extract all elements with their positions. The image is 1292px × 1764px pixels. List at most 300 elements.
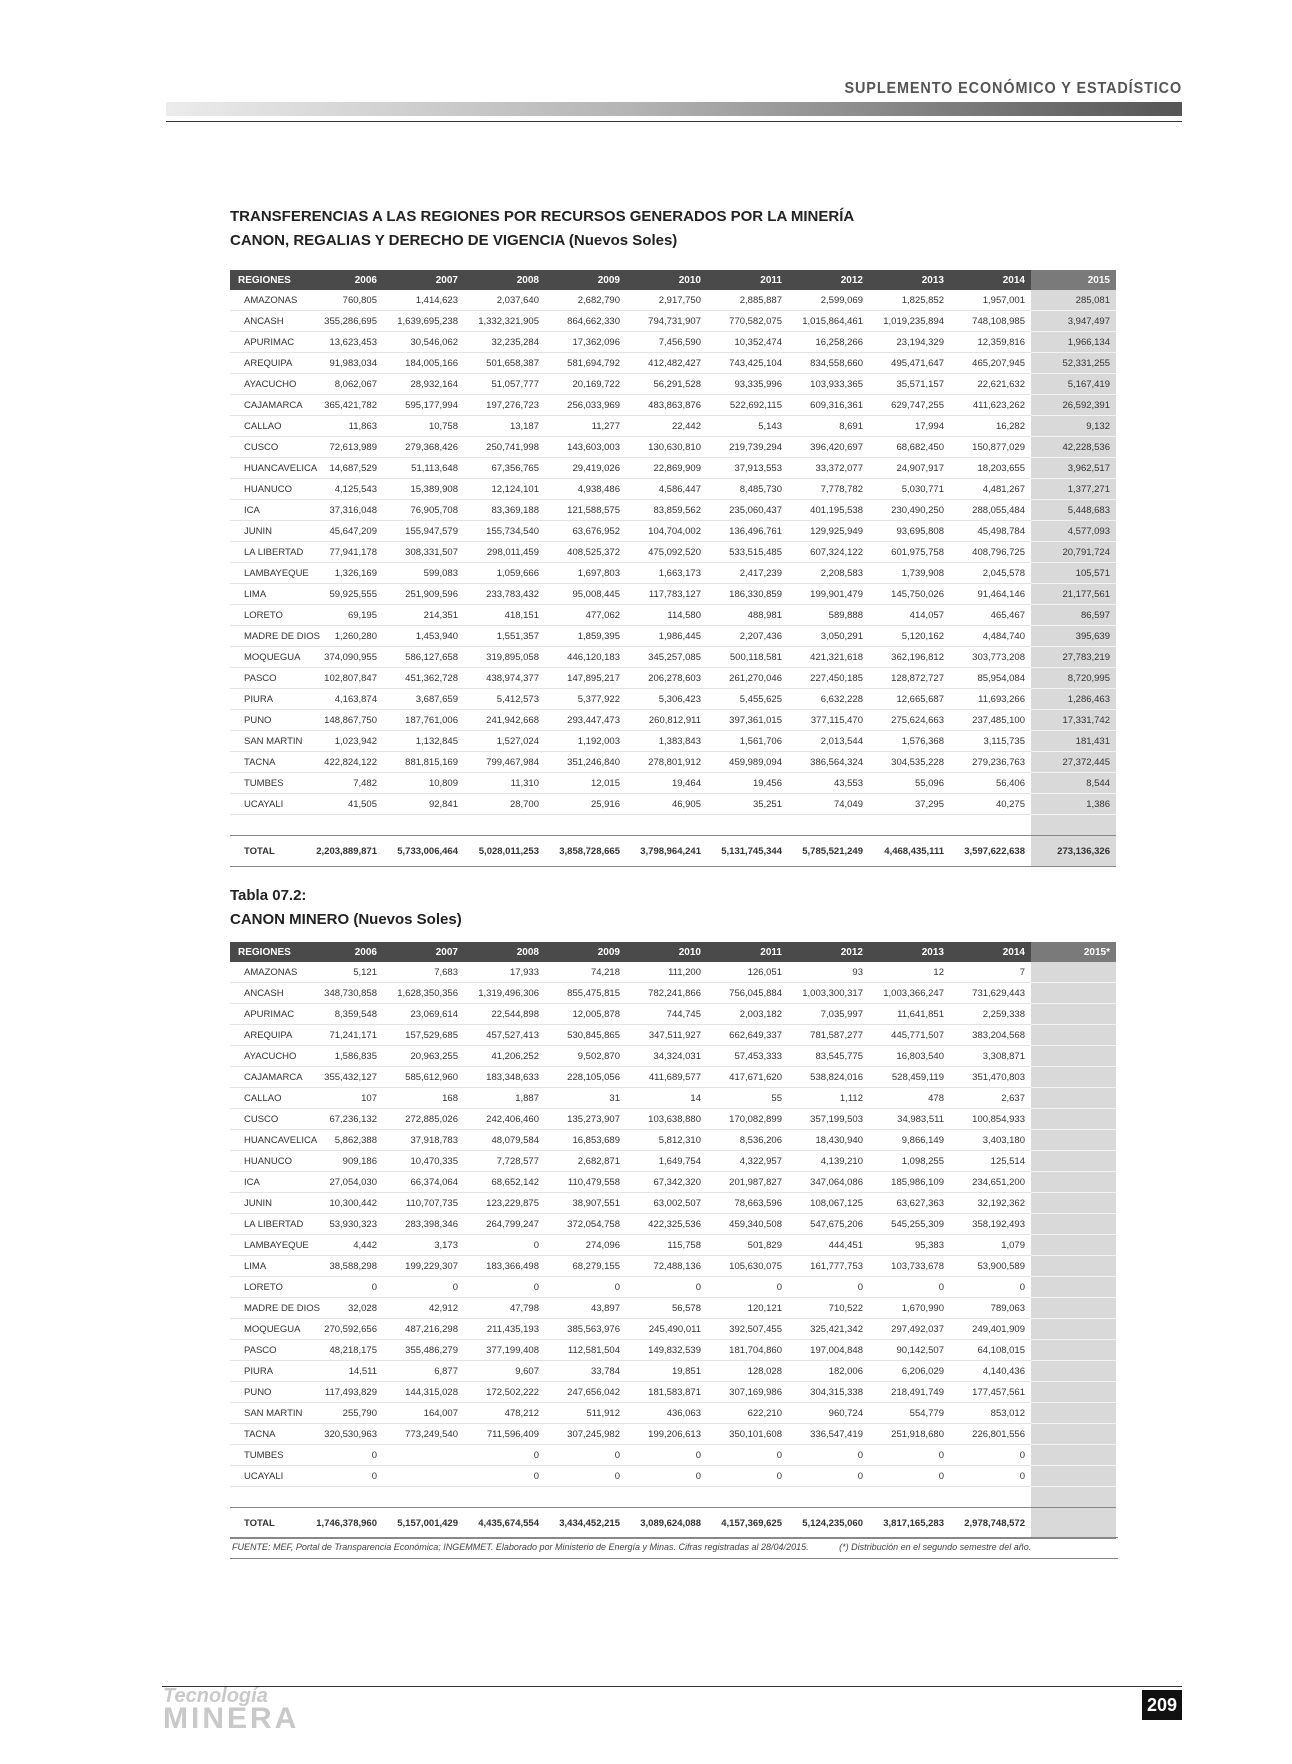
table-cell: 0 bbox=[788, 1445, 869, 1466]
table-cell: 3,947,497 bbox=[1031, 311, 1116, 332]
table-cell: 4,125,543 bbox=[302, 479, 383, 500]
table-cell: 43,897 bbox=[545, 1298, 626, 1319]
header-gradient-bar bbox=[166, 102, 1182, 116]
table-cell bbox=[788, 1487, 869, 1508]
table-cell: 21,177,561 bbox=[1031, 584, 1116, 605]
table-cell: 67,342,320 bbox=[626, 1172, 707, 1193]
table-cell: 5,862,388 bbox=[302, 1130, 383, 1151]
table-cell: 298,011,459 bbox=[464, 542, 545, 563]
table-cell: 168 bbox=[383, 1088, 464, 1109]
table-row bbox=[230, 584, 1116, 605]
table-cell: 8,359,548 bbox=[302, 1004, 383, 1025]
table-cell: 4,163,874 bbox=[302, 689, 383, 710]
table-cell: 2,003,182 bbox=[707, 1004, 788, 1025]
row-label: LAMBAYEQUE bbox=[230, 563, 302, 584]
table-cell: 1,551,357 bbox=[464, 626, 545, 647]
table-cell: 46,905 bbox=[626, 794, 707, 815]
table-cell: 26,592,391 bbox=[1031, 395, 1116, 416]
column-header-2014: 2014 bbox=[950, 942, 1031, 962]
table-cell: 27,372,445 bbox=[1031, 752, 1116, 773]
table-cell: 581,694,792 bbox=[545, 353, 626, 374]
table-cell: 0 bbox=[869, 1445, 950, 1466]
table-cell: 383,204,568 bbox=[950, 1025, 1031, 1046]
column-header-2010: 2010 bbox=[626, 942, 707, 962]
table-cell: 0 bbox=[869, 1466, 950, 1487]
table-cell: 22,544,898 bbox=[464, 1004, 545, 1025]
table-cell bbox=[464, 815, 545, 836]
footnote-note: (*) Distribución en el segundo semestre del año. bbox=[839, 1542, 1032, 1552]
table-cell: 377,115,470 bbox=[788, 710, 869, 731]
table-cell: 2,682,790 bbox=[545, 290, 626, 311]
row-label: JUNIN bbox=[230, 521, 302, 542]
table-cell: 0 bbox=[950, 1277, 1031, 1298]
table-cell bbox=[1031, 962, 1116, 983]
table-cell: 41,206,252 bbox=[464, 1046, 545, 1067]
column-header-2011: 2011 bbox=[707, 270, 788, 290]
table-cell bbox=[383, 1466, 464, 1487]
table-cell: 1,586,835 bbox=[302, 1046, 383, 1067]
table-cell: 45,647,209 bbox=[302, 521, 383, 542]
table-cell: 9,132 bbox=[1031, 416, 1116, 437]
table-cell: 19,456 bbox=[707, 773, 788, 794]
table-cell: 1,003,300,317 bbox=[788, 983, 869, 1004]
table-cell: 12,015 bbox=[545, 773, 626, 794]
table-cell: 1,414,623 bbox=[383, 290, 464, 311]
column-header-regiones: REGIONES bbox=[230, 942, 302, 962]
table-cell: 1,319,496,306 bbox=[464, 983, 545, 1004]
table-cell: 2,637 bbox=[950, 1088, 1031, 1109]
table-cell: 1,059,666 bbox=[464, 563, 545, 584]
table-cell: 41,505 bbox=[302, 794, 383, 815]
table-cell: 1,023,942 bbox=[302, 731, 383, 752]
table-row bbox=[230, 1298, 1116, 1319]
table-cell: 83,545,775 bbox=[788, 1046, 869, 1067]
table-cell: 187,761,006 bbox=[383, 710, 464, 731]
table-row bbox=[230, 1025, 1116, 1046]
table-row bbox=[230, 1151, 1116, 1172]
table-cell: 744,745 bbox=[626, 1004, 707, 1025]
table-cell bbox=[1031, 1088, 1116, 1109]
column-header-2015: 2015* bbox=[1031, 942, 1116, 962]
table-cell: 10,470,335 bbox=[383, 1151, 464, 1172]
row-label: LORETO bbox=[230, 605, 302, 626]
table-cell: 56,406 bbox=[950, 773, 1031, 794]
table-cell: 5,030,771 bbox=[869, 479, 950, 500]
table-cell: 25,916 bbox=[545, 794, 626, 815]
table-cell bbox=[1031, 983, 1116, 1004]
table-cell: 161,777,753 bbox=[788, 1256, 869, 1277]
table-row bbox=[230, 332, 1116, 353]
table-cell: 0 bbox=[869, 1277, 950, 1298]
table-cell: 55 bbox=[707, 1088, 788, 1109]
table-cell: 16,258,266 bbox=[788, 332, 869, 353]
table-cell: 421,321,618 bbox=[788, 647, 869, 668]
row-label: AYACUCHO bbox=[230, 374, 302, 395]
table-cell: 72,488,136 bbox=[626, 1256, 707, 1277]
table-cell: 34,983,511 bbox=[869, 1109, 950, 1130]
table-cell: 1,746,378,960 bbox=[302, 1508, 383, 1539]
table-cell bbox=[1031, 1382, 1116, 1403]
table-cell: 1,015,864,461 bbox=[788, 311, 869, 332]
table-cell: 1,957,001 bbox=[950, 290, 1031, 311]
table-cell: 446,120,183 bbox=[545, 647, 626, 668]
table-row bbox=[230, 374, 1116, 395]
table-cell: 147,895,217 bbox=[545, 668, 626, 689]
table-cell: 255,790 bbox=[302, 1403, 383, 1424]
table-cell: 2,885,887 bbox=[707, 290, 788, 311]
table-cell: 0 bbox=[464, 1445, 545, 1466]
table-row bbox=[230, 710, 1116, 731]
table-cell: 123,229,875 bbox=[464, 1193, 545, 1214]
table-cell: 1,986,445 bbox=[626, 626, 707, 647]
table-cell: 197,004,848 bbox=[788, 1340, 869, 1361]
table-cell: 11,277 bbox=[545, 416, 626, 437]
table-cell: 1,697,803 bbox=[545, 563, 626, 584]
table-cell: 1,192,003 bbox=[545, 731, 626, 752]
column-header-2010: 2010 bbox=[626, 270, 707, 290]
table-cell: 7 bbox=[950, 962, 1031, 983]
table-cell: 102,807,847 bbox=[302, 668, 383, 689]
table-row bbox=[230, 1235, 1116, 1256]
table-cell: 538,824,016 bbox=[788, 1067, 869, 1088]
row-label: TOTAL bbox=[230, 836, 302, 867]
table-cell: 7,778,782 bbox=[788, 479, 869, 500]
table-cell: 86,597 bbox=[1031, 605, 1116, 626]
table-row bbox=[230, 983, 1116, 1004]
table-cell: 51,057,777 bbox=[464, 374, 545, 395]
table-cell: 18,203,655 bbox=[950, 458, 1031, 479]
table-cell: 40,275 bbox=[950, 794, 1031, 815]
table-cell: 20,169,722 bbox=[545, 374, 626, 395]
table1-container bbox=[230, 270, 1116, 867]
table-cell: 773,249,540 bbox=[383, 1424, 464, 1445]
table-cell: 5,412,573 bbox=[464, 689, 545, 710]
table-cell: 2,208,583 bbox=[788, 563, 869, 584]
table-row bbox=[230, 479, 1116, 500]
table-cell: 1,383,843 bbox=[626, 731, 707, 752]
table-cell: 365,421,782 bbox=[302, 395, 383, 416]
table-cell: 145,750,026 bbox=[869, 584, 950, 605]
table-cell: 33,784 bbox=[545, 1361, 626, 1382]
table-cell: 56,291,528 bbox=[626, 374, 707, 395]
table-cell: 245,490,011 bbox=[626, 1319, 707, 1340]
table-cell: 5,028,011,253 bbox=[464, 836, 545, 867]
magazine-logo-top: Tecnología bbox=[163, 1685, 268, 1707]
table-cell: 76,905,708 bbox=[383, 500, 464, 521]
table-cell: 408,796,725 bbox=[950, 542, 1031, 563]
table-cell: 247,656,042 bbox=[545, 1382, 626, 1403]
table-cell: 350,101,608 bbox=[707, 1424, 788, 1445]
table-cell: 13,623,453 bbox=[302, 332, 383, 353]
row-label: CALLAO bbox=[230, 1088, 302, 1109]
table-cell: 411,689,577 bbox=[626, 1067, 707, 1088]
table-cell: 743,425,104 bbox=[707, 353, 788, 374]
table-cell: 445,771,507 bbox=[869, 1025, 950, 1046]
table-cell: 68,652,142 bbox=[464, 1172, 545, 1193]
table-row bbox=[230, 395, 1116, 416]
table-cell: 121,588,575 bbox=[545, 500, 626, 521]
table-cell: 372,054,758 bbox=[545, 1214, 626, 1235]
row-label: PUNO bbox=[230, 710, 302, 731]
table-cell: 172,502,222 bbox=[464, 1382, 545, 1403]
spacer-row bbox=[230, 815, 1116, 836]
column-header-2007: 2007 bbox=[383, 942, 464, 962]
magazine-logo-bottom: MINERA bbox=[163, 1702, 300, 1735]
table-cell: 304,315,338 bbox=[788, 1382, 869, 1403]
table-cell: 586,127,658 bbox=[383, 647, 464, 668]
table-cell: 182,006 bbox=[788, 1361, 869, 1382]
table-cell: 14,687,529 bbox=[302, 458, 383, 479]
table-cell: 4,586,447 bbox=[626, 479, 707, 500]
table-row bbox=[230, 962, 1116, 983]
row-label: MADRE DE DIOS bbox=[230, 626, 302, 647]
table-cell: 6,632,228 bbox=[788, 689, 869, 710]
table-cell: 211,435,193 bbox=[464, 1319, 545, 1340]
table-cell: 74,049 bbox=[788, 794, 869, 815]
table-row bbox=[230, 521, 1116, 542]
column-header-2009: 2009 bbox=[545, 270, 626, 290]
table-cell: 622,210 bbox=[707, 1403, 788, 1424]
table-cell: 53,900,589 bbox=[950, 1256, 1031, 1277]
table-cell: 68,682,450 bbox=[869, 437, 950, 458]
table-cell: 0 bbox=[545, 1277, 626, 1298]
table-cell: 181,583,871 bbox=[626, 1382, 707, 1403]
table-cell: 148,867,750 bbox=[302, 710, 383, 731]
table-cell: 8,536,206 bbox=[707, 1130, 788, 1151]
row-label: UCAYALI bbox=[230, 1466, 302, 1487]
table-cell: 117,783,127 bbox=[626, 584, 707, 605]
table-cell: 12,124,101 bbox=[464, 479, 545, 500]
table-cell: 55,096 bbox=[869, 773, 950, 794]
table-cell: 0 bbox=[302, 1277, 383, 1298]
table-cell: 4,157,369,625 bbox=[707, 1508, 788, 1539]
row-label: LIMA bbox=[230, 1256, 302, 1277]
table-cell: 13,187 bbox=[464, 416, 545, 437]
table-cell: 48,218,175 bbox=[302, 1340, 383, 1361]
table-cell: 0 bbox=[383, 1277, 464, 1298]
table-cell: 1,332,321,905 bbox=[464, 311, 545, 332]
table-cell bbox=[1031, 1256, 1116, 1277]
table-row bbox=[230, 1004, 1116, 1025]
column-header-2009: 2009 bbox=[545, 942, 626, 962]
table-cell: 242,406,460 bbox=[464, 1109, 545, 1130]
row-label: JUNIN bbox=[230, 1193, 302, 1214]
table-cell: 130,630,810 bbox=[626, 437, 707, 458]
table-cell bbox=[1031, 1130, 1116, 1151]
table-cell: 249,401,909 bbox=[950, 1319, 1031, 1340]
table-cell: 112,581,504 bbox=[545, 1340, 626, 1361]
table-cell: 781,587,277 bbox=[788, 1025, 869, 1046]
table-cell: 95,008,445 bbox=[545, 584, 626, 605]
table-cell bbox=[1031, 1466, 1116, 1487]
table-row bbox=[230, 416, 1116, 437]
table-cell: 864,662,330 bbox=[545, 311, 626, 332]
table-cell: 183,348,633 bbox=[464, 1067, 545, 1088]
table-cell bbox=[1031, 1214, 1116, 1235]
table2-label: Tabla 07.2: bbox=[230, 887, 307, 904]
table-row bbox=[230, 731, 1116, 752]
table-cell bbox=[383, 815, 464, 836]
table-cell: 219,739,294 bbox=[707, 437, 788, 458]
table-cell: 93,335,996 bbox=[707, 374, 788, 395]
row-label: SAN MARTIN bbox=[230, 731, 302, 752]
column-header-2011: 2011 bbox=[707, 942, 788, 962]
table-cell: 1,663,173 bbox=[626, 563, 707, 584]
table-cell: 128,028 bbox=[707, 1361, 788, 1382]
table-cell: 1,649,754 bbox=[626, 1151, 707, 1172]
table-cell: 27,783,219 bbox=[1031, 647, 1116, 668]
column-header-regiones: REGIONES bbox=[230, 270, 302, 290]
column-header-2014: 2014 bbox=[950, 270, 1031, 290]
table-cell: 9,607 bbox=[464, 1361, 545, 1382]
row-label: APURIMAC bbox=[230, 1004, 302, 1025]
column-header-2013: 2013 bbox=[869, 942, 950, 962]
table-cell: 5,157,001,429 bbox=[383, 1508, 464, 1539]
table-cell: 5,377,922 bbox=[545, 689, 626, 710]
table-cell: 408,525,372 bbox=[545, 542, 626, 563]
table-cell: 477,062 bbox=[545, 605, 626, 626]
table-cell: 201,987,827 bbox=[707, 1172, 788, 1193]
column-header-2008: 2008 bbox=[464, 942, 545, 962]
table-cell: 17,362,096 bbox=[545, 332, 626, 353]
table-cell: 149,832,539 bbox=[626, 1340, 707, 1361]
table-cell: 135,273,907 bbox=[545, 1109, 626, 1130]
table-cell bbox=[464, 1487, 545, 1508]
table-cell: 199,901,479 bbox=[788, 584, 869, 605]
table-cell: 108,067,125 bbox=[788, 1193, 869, 1214]
table-cell: 1,639,695,238 bbox=[383, 311, 464, 332]
table-row bbox=[230, 1214, 1116, 1235]
table-cell: 150,877,029 bbox=[950, 437, 1031, 458]
table-cell: 103,733,678 bbox=[869, 1256, 950, 1277]
table-row bbox=[230, 1361, 1116, 1382]
table-cell bbox=[1031, 1004, 1116, 1025]
table-cell: 199,229,307 bbox=[383, 1256, 464, 1277]
table-cell: 396,420,697 bbox=[788, 437, 869, 458]
table-cell: 85,954,084 bbox=[950, 668, 1031, 689]
table-cell: 74,218 bbox=[545, 962, 626, 983]
table-row bbox=[230, 773, 1116, 794]
table-cell: 241,942,668 bbox=[464, 710, 545, 731]
table-cell: 355,432,127 bbox=[302, 1067, 383, 1088]
table-cell: 233,783,432 bbox=[464, 584, 545, 605]
table-cell: 181,431 bbox=[1031, 731, 1116, 752]
table-cell: 501,658,387 bbox=[464, 353, 545, 374]
table-cell: 0 bbox=[707, 1445, 788, 1466]
table-cell: 12,359,816 bbox=[950, 332, 1031, 353]
table-row bbox=[230, 458, 1116, 479]
table-cell: 2,037,640 bbox=[464, 290, 545, 311]
table-cell bbox=[1031, 1193, 1116, 1214]
row-label: LORETO bbox=[230, 1277, 302, 1298]
table-cell: 7,456,590 bbox=[626, 332, 707, 353]
table-cell: 3,798,964,241 bbox=[626, 836, 707, 867]
table-cell: 12 bbox=[869, 962, 950, 983]
table-cell: 35,571,157 bbox=[869, 374, 950, 395]
column-header-2006: 2006 bbox=[302, 942, 383, 962]
table-cell: 51,113,648 bbox=[383, 458, 464, 479]
table-cell: 274,096 bbox=[545, 1235, 626, 1256]
table-cell bbox=[1031, 1403, 1116, 1424]
table-cell: 307,169,986 bbox=[707, 1382, 788, 1403]
table-cell: 710,522 bbox=[788, 1298, 869, 1319]
row-label: LAMBAYEQUE bbox=[230, 1235, 302, 1256]
table-cell bbox=[1031, 1067, 1116, 1088]
table-cell: 418,151 bbox=[464, 605, 545, 626]
table-cell bbox=[1031, 1361, 1116, 1382]
table-cell: 100,854,933 bbox=[950, 1109, 1031, 1130]
table-cell: 3,962,517 bbox=[1031, 458, 1116, 479]
row-label: PUNO bbox=[230, 1382, 302, 1403]
table-cell: 601,975,758 bbox=[869, 542, 950, 563]
table-cell: 3,089,624,088 bbox=[626, 1508, 707, 1539]
row-label: APURIMAC bbox=[230, 332, 302, 353]
table-cell: 411,623,262 bbox=[950, 395, 1031, 416]
table-cell: 319,895,058 bbox=[464, 647, 545, 668]
table-cell: 0 bbox=[545, 1445, 626, 1466]
table-cell: 2,013,544 bbox=[788, 731, 869, 752]
table-cell: 28,700 bbox=[464, 794, 545, 815]
table-cell: 422,325,536 bbox=[626, 1214, 707, 1235]
table-cell: 91,983,034 bbox=[302, 353, 383, 374]
table-cell: 2,259,338 bbox=[950, 1004, 1031, 1025]
table-cell: 37,316,048 bbox=[302, 500, 383, 521]
table-cell: 422,824,122 bbox=[302, 752, 383, 773]
table-cell bbox=[950, 1487, 1031, 1508]
table-cell: 0 bbox=[950, 1445, 1031, 1466]
table-cell: 1,377,271 bbox=[1031, 479, 1116, 500]
table-cell: 10,758 bbox=[383, 416, 464, 437]
table-cell: 347,064,086 bbox=[788, 1172, 869, 1193]
table-cell: 114,580 bbox=[626, 605, 707, 626]
table-cell: 3,308,871 bbox=[950, 1046, 1031, 1067]
table-cell: 438,974,377 bbox=[464, 668, 545, 689]
table-cell: 273,136,326 bbox=[1031, 836, 1116, 867]
row-label: HUANCAVELICA bbox=[230, 1130, 302, 1151]
table-cell: 199,206,613 bbox=[626, 1424, 707, 1445]
table-cell: 0 bbox=[464, 1466, 545, 1487]
table-cell: 748,108,985 bbox=[950, 311, 1031, 332]
table-cell: 731,629,443 bbox=[950, 983, 1031, 1004]
table-cell: 3,434,452,215 bbox=[545, 1508, 626, 1539]
row-label: AREQUIPA bbox=[230, 1025, 302, 1046]
row-label: AMAZONAS bbox=[230, 962, 302, 983]
table-cell: 465,207,945 bbox=[950, 353, 1031, 374]
table-cell: 1,825,852 bbox=[869, 290, 950, 311]
table-row bbox=[230, 353, 1116, 374]
row-label: AYACUCHO bbox=[230, 1046, 302, 1067]
table-cell: 5,448,683 bbox=[1031, 500, 1116, 521]
row-label: ANCASH bbox=[230, 311, 302, 332]
table-cell: 64,108,015 bbox=[950, 1340, 1031, 1361]
table-cell: 881,815,169 bbox=[383, 752, 464, 773]
table-cell: 164,007 bbox=[383, 1403, 464, 1424]
table-cell: 533,515,485 bbox=[707, 542, 788, 563]
table-cell: 235,060,437 bbox=[707, 500, 788, 521]
table-cell: 1,386 bbox=[1031, 794, 1116, 815]
table-cell: 32,235,284 bbox=[464, 332, 545, 353]
table-cell: 53,930,323 bbox=[302, 1214, 383, 1235]
table-cell: 3,403,180 bbox=[950, 1130, 1031, 1151]
table-cell: 19,851 bbox=[626, 1361, 707, 1382]
table-cell: 547,675,206 bbox=[788, 1214, 869, 1235]
table-cell: 170,082,899 bbox=[707, 1109, 788, 1130]
table-cell: 128,872,727 bbox=[869, 668, 950, 689]
table-cell: 47,798 bbox=[464, 1298, 545, 1319]
column-header-2012: 2012 bbox=[788, 942, 869, 962]
table-cell: 90,142,507 bbox=[869, 1340, 950, 1361]
table-cell: 475,092,520 bbox=[626, 542, 707, 563]
